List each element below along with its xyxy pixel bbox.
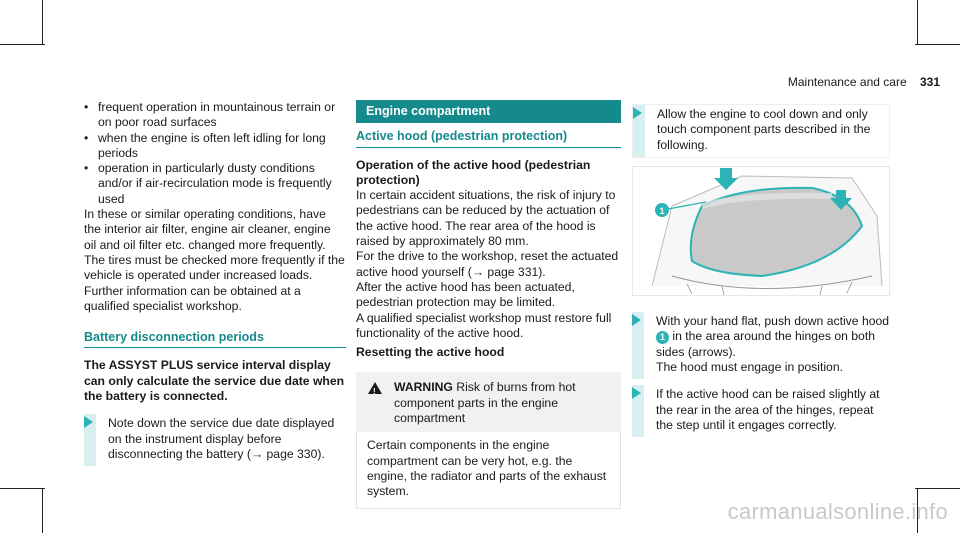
instruction-step: With your hand flat, push down active hood 1 in the area around the hinges on both sides (arrows). The hood must engage in position. <box>632 312 890 379</box>
page-header <box>788 75 940 89</box>
watermark: carmanualsonline.info <box>727 499 948 524</box>
paragraph: A qualified specialist workshop must restore full functionality of the active hood. <box>356 310 612 340</box>
column-middle <box>356 100 621 509</box>
subheading: Resetting the active hood <box>356 345 505 360</box>
warning-text: Certain components in the engine compartment can be very hot, e.g. the engine, the radiator and parts of the exhaust system. <box>356 432 621 508</box>
instruction-step: If the active hood can be raised slightly at the rear in the area of the hinges, repeat the step until it engages correctly. <box>632 385 890 437</box>
column-left <box>84 100 346 466</box>
list-item: • operation in particularly dusty conditions and/or if air-recirculation mode is frequently used <box>84 161 332 206</box>
svg-text:1: 1 <box>659 205 665 216</box>
warning-title: WARNING <box>394 380 453 395</box>
paragraph: In these or similar operating conditions, have the interior air filter, engine air cleaner, engine oil and oil filter etc. changed more frequently. The tires must be checked more frequently if the vehicle is operated under increased loads. Further information can be obtained at a qualified specialist workshop. <box>84 207 345 313</box>
list-item: • when the engine is often left idling for long periods <box>84 130 326 160</box>
bold-paragraph: The ASSYST PLUS service interval display can only calculate the service due date when the battery is connected. <box>84 358 345 404</box>
step-arrow-icon <box>632 387 641 399</box>
crop-mark <box>42 0 43 45</box>
subheading: Operation of the active hood (pedestrian protection) <box>356 157 591 187</box>
paragraph: For the drive to the workshop, reset the actuated active hood yourself (→ page 331). <box>356 249 619 279</box>
instruction-step: Allow the engine to cool down and only touch component parts described in the following. <box>632 104 890 158</box>
chapter-band: Engine compartment <box>356 100 621 123</box>
warning-headline: Risk of burns from hot component parts in the engine compartment <box>394 380 576 426</box>
crop-mark <box>42 488 43 533</box>
hood-illustration <box>632 166 890 296</box>
section-title: Maintenance and care <box>787 75 907 89</box>
list-item: • frequent operation in mountainous terrain or on poor road surfaces <box>84 100 336 130</box>
page-number: 331 <box>919 75 940 89</box>
callout-badge: 1 <box>656 331 669 344</box>
step-arrow-icon <box>84 416 93 428</box>
warning-icon: ! <box>368 382 382 394</box>
instruction-step: Note down the service due date displayed on the instrument display before disconnecting the battery (→ page 330). <box>84 414 346 466</box>
crop-mark <box>917 0 918 45</box>
column-right <box>632 104 890 437</box>
crop-mark <box>0 488 45 489</box>
step-arrow-icon <box>632 314 641 326</box>
warning-box <box>356 372 621 508</box>
paragraph: After the active hood has been actuated, pedestrian protection may be limited. <box>356 279 575 310</box>
section-heading: Battery disconnection periods <box>84 330 264 345</box>
section-heading: Active hood (pedestrian protection) <box>356 129 568 144</box>
crop-mark <box>915 44 960 45</box>
step-arrow-icon <box>633 107 642 119</box>
crop-mark <box>915 488 960 489</box>
paragraph: In certain accident situations, the risk of injury to pedestrians can be reduced by the actuation of the active hood. The rear area of the hood is raised by approximately 80 mm. <box>356 188 616 249</box>
crop-mark <box>0 44 45 45</box>
